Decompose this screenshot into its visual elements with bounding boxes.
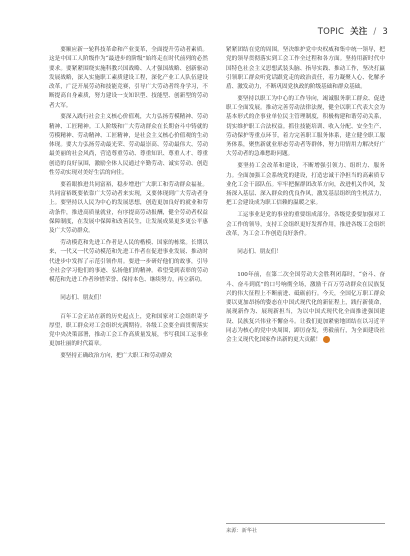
closing-text: 100年前，在第二次全国劳动大会胜利闭幕时，“奋斗、奋斗、奋斗到底”的口号响彻全场，激励千百万劳动群众在民族复兴的伟大征程上不断前进、砥砺前行。今天，全国亿万职工群众要以更加昂扬的姿态在中国式现代化的新征程上，践行新使命，展现新作为、展现新担当，为以中国式现代化全面推进强国建设、民族复兴伟业不懈奋斗。让我们更加紧密地团结在以习近平同志为核心的党中央周围，踔厉奋发，勇毅前行，为全面建设社会主义现代化国家作出新的更大贡献！ bbox=[226, 272, 385, 344]
paragraph: 工运事业是党的事业的重要组成部分。各级党委要加强对工会工作的领导，支持工会组织更好发挥作用，推进各级工会组织改革，为工会工作创造良好条件。 bbox=[226, 212, 385, 237]
end-mark-icon bbox=[323, 336, 330, 343]
paragraph: 紧紧团结在党的周围。坚决维护党中央权威和集中统一领导，把党的领导贯彻落实到工会工作全过程和各方面。坚持用新时代中国特色社会主义思想武装头脑、指导实践、推动工作，坚决打赢引领职工群众听党话跟党走的政治责任，着力凝聚人心、化解矛盾、激发动力，不断巩固党执政的阶级基础和群众基础。 bbox=[226, 47, 385, 90]
page-number: 3 bbox=[382, 27, 388, 37]
source-credit: 来源：新华社 bbox=[226, 528, 258, 534]
paragraph: 要坚持正确政治方向，把广大职工和劳动群众 bbox=[60, 353, 173, 360]
footer-divider bbox=[226, 523, 385, 524]
paragraph: 要坚持工会改革和建设，不断增强引领力、组织力、服务力。全面加强工会系统党的建设，打造忠诚干净担当的高素质专业化工会干部队伍。牢牢把握群团改革方向，改进机关作风，发扬深入基层、深入群众的优良作风，激发基层组织的生机活力，把工会建设成为职工信赖的温暖之家。 bbox=[226, 163, 385, 207]
right-column bbox=[226, 46, 385, 348]
header-separator: / bbox=[373, 27, 377, 37]
page-header bbox=[318, 25, 388, 37]
paragraph: 要深入践行社会主义核心价值观，大力弘扬劳模精神、劳动精神、工匠精神。工人阶级和广大劳动群众在长期奋斗中铸就的劳模精神、劳动精神、工匠精神，是社会主义核心价值观的生动体现。要大力弘扬劳动最光荣、劳动最崇高、劳动最伟大、劳动最美丽的社会风尚，营造尊重劳动、尊重知识、尊重人才、尊重创造的良好氛围，激励全体人民通过辛勤劳动、诚实劳动、创造性劳动实现对美好生活的向往。 bbox=[49, 114, 208, 176]
paragraph: 劳动模范和先进工作者是人民的楷模、国家的栋梁。长期以来，一代又一代劳动模范和先进工作者在促进事业发展、推动时代进步中发挥了示范引领作用。要进一步研好他们的故事，引导全社会学习他们的事迹、弘扬他们的精神。希望受到表彰的劳动模范和先进工作者珍惜荣誉、保持本色、继续努力，再立新功。 bbox=[49, 240, 208, 284]
salutation: 同志们、朋友们！ bbox=[237, 249, 282, 256]
paragraph: 要顺应新一轮科技革命和产业变革，全面提升劳动者素质。这是中国工人阶级作为“最进步的阶级”始终走在时代前列的必然要求。要紧紧围绕实施科教兴国战略、人才强国战略、创新驱动发展战略，深入实施职工素质建设工程，深化产业工人队伍建设改革，广泛开展劳动和技能竞赛，引导广大劳动者终身学习，不断提高自身素质，努力建设一支知识型、技能型、创新型的劳动者大军。 bbox=[49, 47, 208, 109]
salutation: 同志们、朋友们！ bbox=[60, 295, 105, 302]
closing-paragraph bbox=[226, 271, 385, 345]
left-column bbox=[49, 46, 208, 364]
paragraph: 要着眼推进共同富裕，稳步增进广大职工和劳动群众福祉。共同富裕既要依靠广大劳动者来实现，又要体现到广大劳动者身上。要坚持以人民为中心的发展思想，创造更加良好的就业和劳动条件，推进高质量就业，有序提高劳动报酬，健全劳动者权益保障制度，在发展中保障和改善民生，让发展成果更多更公平惠及广大劳动群众。 bbox=[49, 181, 208, 235]
section-title: 关注 bbox=[350, 27, 368, 37]
paragraph: 要坚持以职工为中心的工作导向，竭诚服务职工群众、促进职工全面发展。推动完善劳动法律法规，健全以职工代表大会为基本形式的企事业单位民主管理制度，积极构建和谐劳动关系，切实维护职工合法权益。抓住技能培训、收入分配、安全生产、劳动保护等重点环节，着力完善职工服务体系，建立健全职工服务体系，聚焦新就业形态劳动者等群体，努力用情用力解决好广大劳动者的急难愁盼问题。 bbox=[226, 95, 385, 158]
header-label: TOPIC bbox=[317, 27, 345, 37]
paragraph: 百年工会正站在新的历史起点上，党和国家对工会组织寄予厚望，职工群众对工会组织充满期待。各级工会要全面贯彻落实党中央决策部署，推动工会工作高质量发展，书写我国工运事业更加壮丽的时代篇章。 bbox=[49, 313, 208, 348]
